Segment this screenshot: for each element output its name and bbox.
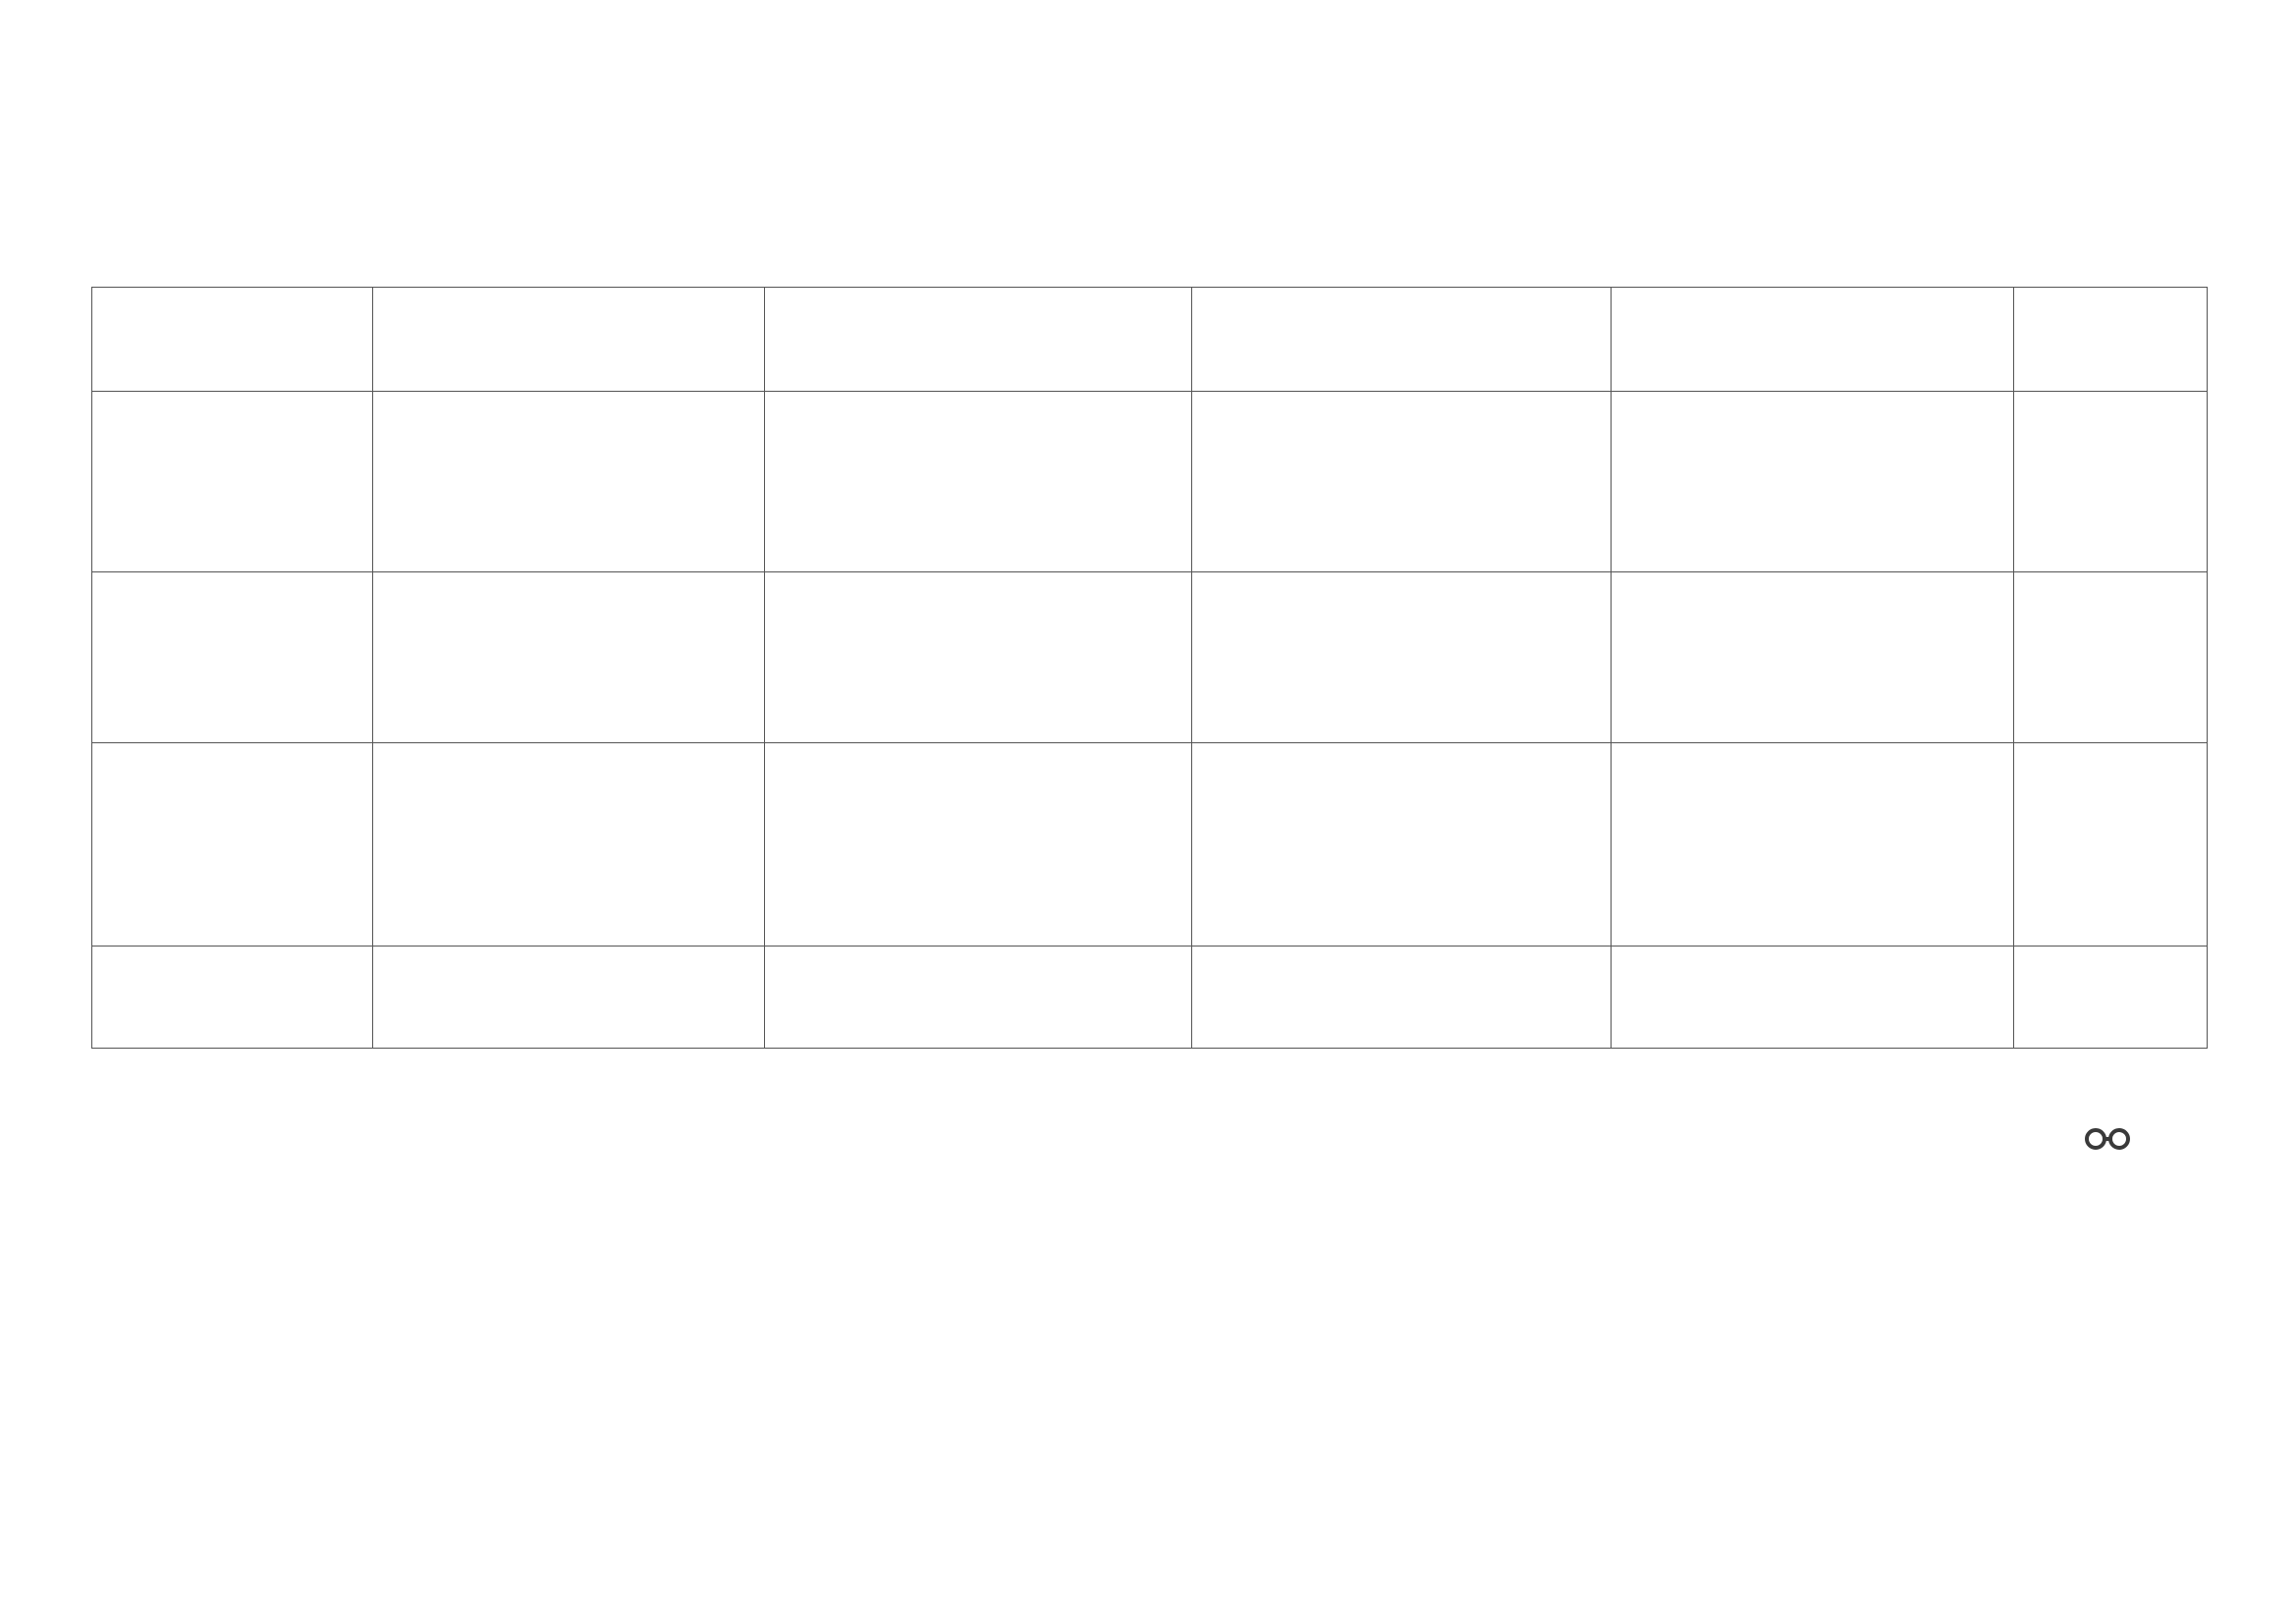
menu-row-dessert <box>92 947 2208 1049</box>
day-header-wednesday <box>1192 288 1612 392</box>
row-label <box>92 392 373 572</box>
menu-table <box>91 287 2208 1049</box>
menu-cell <box>765 947 1192 1049</box>
menu-cell <box>2014 947 2208 1049</box>
menu-row-vegetarisch <box>92 743 2208 947</box>
menu-cell <box>373 572 765 743</box>
header-row <box>92 288 2208 392</box>
row-label <box>92 572 373 743</box>
glasses-icon <box>2087 1130 2128 1148</box>
day-header-friday <box>2014 288 2208 392</box>
menu-cell <box>373 947 765 1049</box>
day-header-tuesday <box>765 288 1192 392</box>
day-header-thursday <box>1612 288 2014 392</box>
clever-essen-logo <box>1980 1102 2208 1249</box>
row-label <box>92 947 373 1049</box>
menu-cell <box>1192 743 1612 947</box>
menu-cell <box>765 743 1192 947</box>
menu-cell <box>1612 572 2014 743</box>
menu-cell <box>2014 392 2208 572</box>
menu-cell <box>765 572 1192 743</box>
menu-cell <box>765 392 1192 572</box>
header-corner-cell <box>92 288 373 392</box>
menu-row-gut-lecker <box>92 572 2208 743</box>
menu-cell <box>2014 572 2208 743</box>
menu-cell <box>1192 572 1612 743</box>
day-header-monday <box>373 288 765 392</box>
menu-row-lieblingsgericht <box>92 392 2208 572</box>
menu-cell <box>1192 947 1612 1049</box>
menu-cell <box>2014 743 2208 947</box>
menu-cell <box>1612 743 2014 947</box>
menu-cell <box>1192 392 1612 572</box>
menu-cell <box>373 392 765 572</box>
menu-cell <box>1612 947 2014 1049</box>
row-label <box>92 743 373 947</box>
menu-cell <box>1612 392 2014 572</box>
menu-cell <box>373 743 765 947</box>
